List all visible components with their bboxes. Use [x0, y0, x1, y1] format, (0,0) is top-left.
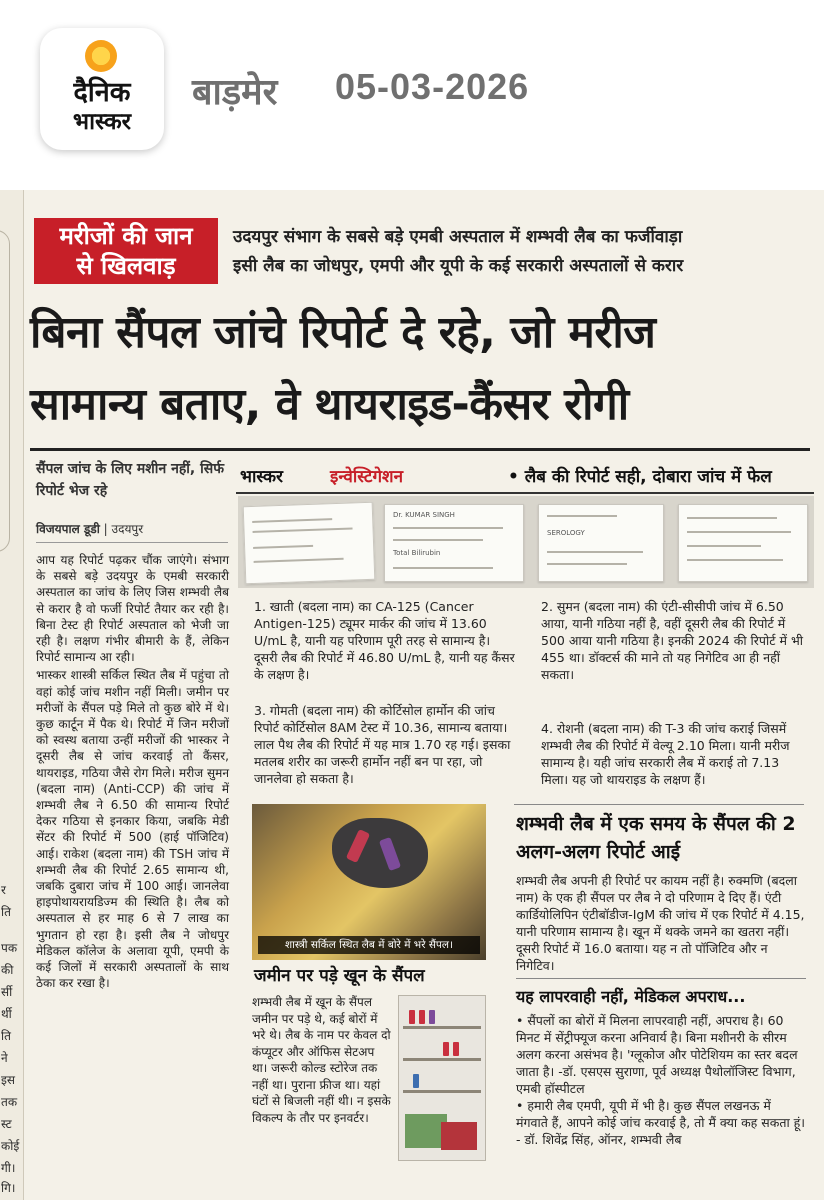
kicker-label [34, 218, 218, 284]
case-4: 4. रोशनी (बदला नाम) की T-3 की जांच कराई जिसमें शम्भवी लैब की रिपोर्ट में वेल्यू 2.10 मिला। यानी मरीज सामान्य है। यही जांच सरकारी लैब में कराई तो 7.13 मिला। यह जो थायराइड के लक्षण हैं। [541, 721, 790, 787]
divider [514, 804, 804, 805]
edge-char: कोई [1, 1139, 20, 1153]
report-image [678, 504, 808, 582]
report-image [538, 504, 664, 582]
kicker-line1: मरीजों की जान [59, 222, 193, 250]
report-image [243, 502, 376, 584]
byline-place: | उदयपुर [103, 522, 144, 536]
investigation-banner [236, 458, 814, 494]
report-tag: Total Bilirubin [393, 549, 441, 557]
edge-char: गी। [1, 1161, 16, 1175]
edition-city: बाड़मेर [192, 72, 278, 113]
edge-char: ति [1, 1029, 11, 1043]
edge-char: स्ट [1, 1117, 12, 1131]
photo-caption: शास्त्री सर्किल स्थित लैब में बोरे में भरे सैंपल। [258, 936, 480, 954]
lab-shelf-photo [398, 995, 486, 1161]
body-paragraph: आप यह रिपोर्ट पढ़कर चौंक जाएंगे। संभाग के सबसे बड़े उदयपुर के एमबी सरकारी अस्पताल का जांच के लिए जिस शम्भवी लैब से करार है वो फर्जी रिपोर्ट तैयार कर रही है। बिना टेस्ट ही रिपोर्ट अस्पताल को भेजी जा रही है। लक्षण गंभीर बीमारी के हैं, लेकिन रिपोर्ट सामान्य आ रही। [36, 553, 229, 665]
blood-samples-headline: जमीन पर पड़े खून के सैंपल [254, 966, 425, 986]
blood-samples-body: शम्भवी लैब में खून के सैंपल जमीन पर पड़े थे, कई बोरों में भरे थे। लैब के नाम पर केवल दो कंप्यूटर और ऑफिस सेटअप था। जरूरी कोल्ड स्टोरेज तक नहीं था। पुराना फ्रीज था। यहां घंटों से बिजली नहीं थी। न इसके विकल्प के तौर पर इनवर्टर। [252, 995, 391, 1125]
app-header [0, 0, 824, 190]
byline [36, 520, 226, 537]
headline-rule [30, 448, 810, 451]
edge-char: र [1, 883, 6, 897]
side-story-body: शम्भवी लैब अपनी ही रिपोर्ट पर कायम नहीं है। रुक्मणि (बदला नाम) के एक ही सैंपल पर लैब ने दो परिणाम दे दिए हैं। एंटी कार्डियोलिपिन एंटीबॉडीज-IgM की जांच में एक रिपोर्ट में 4.15, यानी परिणाम सामान्य है। खून में थक्के जमने का खतरा नहीं। दूसरी रिपोर्ट में 16.0 बताया। यह न तो पॉजिटिव और न निगेटिव। [516, 873, 805, 973]
body-paragraph: भास्कर शास्त्री सर्किल स्थित लैब में पहुंचा तो वहां कोई जांच मशीन नहीं मिली। जमीन पर मरीजों के सैंपल पड़े मिले तो कुछ बोरे में थे। कुछ कार्टून में पैक थे। रिपोर्ट में जिन मरीजों को स्वस्थ बताया उन्हीं मरीजों की भास्कर ने दूसरी लैब से जांच करवाई तो कैंसर, थायराइड, गठिया जैसे रोग मिले। मरीज सुमन (बदला नाम) (Anti-CCP) की जांच में शम्भवी लैब ने 6.50 की सामान्य रिपोर्ट देकर गठिया से इनकार किया, जबकि मेडी सेंटर की रिपोर्ट में 500 (हाई पॉजिटिव) आई। राकेश (बदला नाम) की TSH जांच में शम्भवी लैब की रिपोर्ट 2.65 सामान्य थी, जबकि दुबारा जांच में 100 आई। जानलेवा हाइपोथायरायडिज्म की स्थिति है। लैब को अस्पताल से हर माह 6 से 7 लाख का भुगतान हो रहा है। इसी लैब ने जोधपुर मेडिकल कॉलेज के अलावा यूपी, एमपी के कई जिलों में सरकारी अस्पतालों के साथ ठेका कर रखा है। [36, 668, 229, 991]
quote-2: • हमारी लैब एमपी, यूपी में भी है। कुछ सैंपल लखनऊ में मंगवाते हैं, आपने कोई जांच करवाई है, तो मैं क्या कह सकता हूं। - डॉ. शिवेंद्र सिंह, ऑनर, शम्भवी लैब [516, 1098, 806, 1147]
edge-char: र्थी [1, 1007, 12, 1021]
byline-name: विजयपाल डूडी [36, 522, 100, 536]
inv-brand: भास्कर [240, 467, 283, 487]
sun-icon [85, 40, 117, 72]
dainik-bhaskar-logo[interactable] [40, 28, 164, 150]
main-headline-line1: बिना सैंपल जांचे रिपोर्ट दे रहे, जो मरीज [30, 307, 656, 358]
deck-text: सैंपल जांच के लिए मशीन नहीं, सिर्फ रिपोर्ट भेज रहे [36, 461, 224, 499]
report-tag: SEROLOGY [547, 529, 585, 537]
subheadline-line1: उदयपुर संभाग के सबसे बड़े एमबी अस्पताल में शम्भवी लैब का फर्जीवाड़ा [233, 227, 683, 247]
case-3: 3. गोमती (बदला नाम) की कोर्टिसोल हार्मोन की जांच रिपोर्ट कोर्टिसोल 8AM टेस्ट में 10.36, सामान्य बताया। लाल पैथ लैब की रिपोर्ट में यह मात्र 1.70 रह गई। इसका मतलब शरीर का जरूरी हार्मोन नहीं बन पा रहा, जो जानलेवा हो सकता है। [254, 703, 511, 786]
edition-date: 05-03-2026 [335, 66, 530, 107]
case-1: 1. खाती (बदला नाम) का CA-125 (Cancer Antigen-125) ट्यूमर मार्कर की जांच में 13.60 U/mL है, यानी यह परिणाम पूरी तरह से सामान्य है। दूसरी लैब की रिपोर्ट में 46.80 U/mL है, यानी यह कैंसर के लक्षण है। [254, 599, 515, 682]
main-headline-line2: सामान्य बताए, वे थायराइड-कैंसर रोगी [30, 379, 629, 430]
inv-subtitle: • लैब की रिपोर्ट सही, दोबारा जांच में फेल [508, 467, 772, 487]
edge-char: की [1, 963, 14, 977]
adjacent-column-fragment [0, 190, 24, 1200]
edge-char: पक [1, 941, 18, 955]
case-2: 2. सुमन (बदला नाम) की एंटी-सीसीपी जांच में 6.50 आया, यानी गठिया नहीं है, वहीं दूसरी लैब की रिपोर्ट में 500 आया यानी गठिया है। इनकी 2024 की रिपोर्ट में भी 455 था। डॉक्टर्स की माने तो यह निगेटिव आ ही नहीं सकता। [541, 599, 803, 682]
report-image [384, 504, 524, 582]
side-story-headline: शम्भवी लैब में एक समय के सैंपल की 2 अलग-अलग रिपोर्ट आई [516, 813, 796, 863]
quotes-block [516, 1012, 806, 1148]
divider [36, 542, 228, 543]
inv-label: इन्वेस्टिगेशन [330, 467, 404, 487]
edge-char: ने [1, 1051, 8, 1065]
newspaper-clipping [0, 190, 824, 1200]
report-tag: Dr. KUMAR SINGH [393, 511, 455, 519]
edge-char: इस [1, 1073, 16, 1087]
lab-report-photos [238, 496, 814, 588]
edge-char: तक [1, 1095, 18, 1109]
edge-char: गि। [1, 1181, 16, 1195]
left-column-body [36, 552, 229, 993]
kicker-line2: से खिलवाड़ [76, 252, 176, 280]
edge-char: र्सी [1, 985, 13, 999]
sample-bag [332, 818, 428, 888]
subheadline-line2: इसी लैब का जोधपुर, एमपी और यूपी के कई सरकारी अस्पतालों से करार [233, 256, 684, 276]
logo-text-line2: भास्कर [72, 109, 132, 135]
logo-text-line1: दैनिक [73, 77, 131, 108]
quote-1: • सैंपलों का बोरों में मिलना लापरवाही नहीं, अपराध है। 60 मिनट में सेंट्रीफ्यूज करना अनिवार्य है। बिना मशीनरी के सीरम अलग करना असंभव है। 'ग्लूकोज और पोटेशियम का स्तर बदल जाता है। -डॉ. एसएस सुराणा, पूर्व अध्यक्ष पैथोलॉजिस्ट विभाग, एमबी हॉस्पीटल [516, 1013, 798, 1096]
edge-char: ति [1, 905, 11, 919]
sample-sack-photo [252, 804, 486, 960]
crime-headline: यह लापरवाही नहीं, मेडिकल अपराध... [516, 978, 806, 1007]
